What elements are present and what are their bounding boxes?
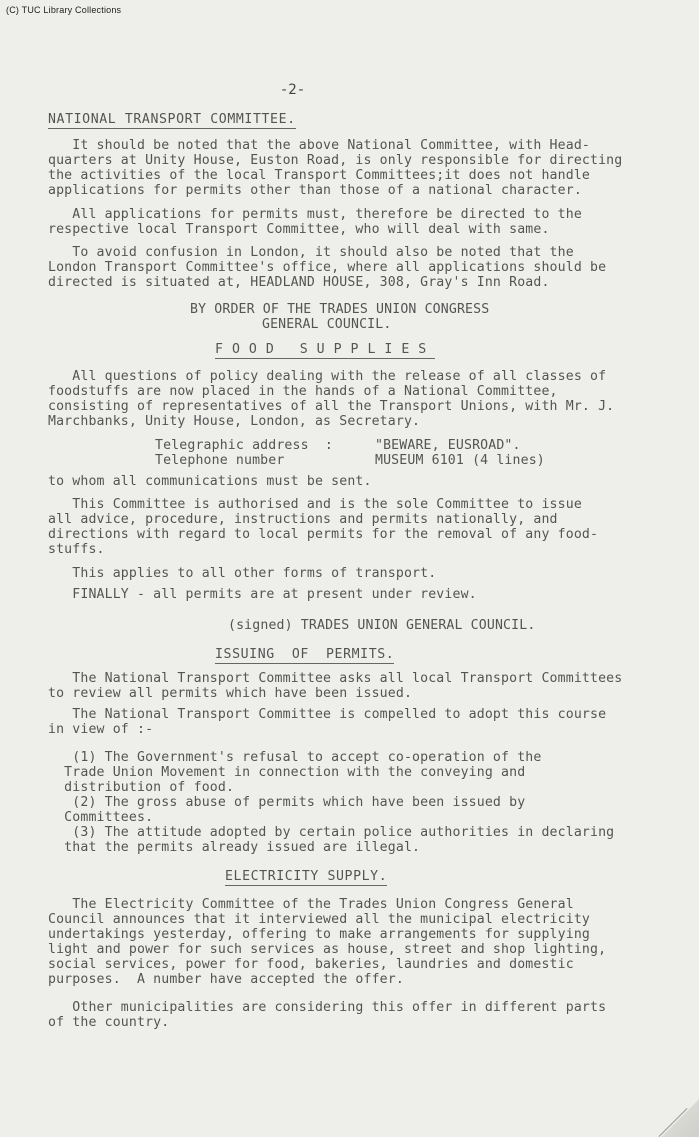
list-item-line: (3) The attitude adopted by certain police authorities in declaring [48, 825, 615, 840]
paragraph-line: The National Transport Committee asks all local Transport Committees [48, 671, 623, 686]
paragraph-line: directed is situated at, HEADLAND HOUSE, 308, Gray's Inn Road. [48, 275, 550, 290]
list-item-line: Trade Union Movement in connection with the conveying and [48, 765, 526, 780]
paragraph-line: the activities of the local Transport Committees;it does not handle [48, 168, 590, 183]
section-heading-national-transport: NATIONAL TRANSPORT COMMITTEE. [48, 112, 296, 127]
paragraph-line: London Transport Committee's office, where all applications should be [48, 260, 607, 275]
paragraph-line: This applies to all other forms of transport. [48, 566, 437, 581]
paragraph-line: Council announces that it interviewed all the municipal electricity [48, 912, 590, 927]
section-heading-electricity-supply: ELECTRICITY SUPPLY. [225, 869, 388, 884]
paragraph-line: The National Transport Committee is compelled to adopt this course [48, 707, 607, 722]
telegraphic-value: "BEWARE, EUSROAD". [375, 438, 521, 453]
paragraph-line: foodstuffs are now placed in the hands of a National Committee, [48, 384, 558, 399]
paragraph-line: All questions of policy dealing with the release of all classes of [48, 369, 607, 384]
telephone-label: Telephone number [155, 453, 285, 468]
paragraph-line: This Committee is authorised and is the sole Committee to issue [48, 497, 582, 512]
watermark: (C) TUC Library Collections [6, 5, 122, 15]
paragraph-line: all advice, procedure, instructions and permits nationally, and [48, 512, 558, 527]
list-item-line: Committees. [48, 810, 154, 825]
paragraph-line: directions with regard to local permits for the removal of any food- [48, 527, 599, 542]
signature-line: (signed) TRADES UNION GENERAL COUNCIL. [228, 618, 536, 633]
paragraph-line: of the country. [48, 1015, 170, 1030]
paragraph-line: All applications for permits must, therefore be directed to the [48, 207, 582, 222]
telephone-value: MUSEUM 6101 (4 lines) [375, 453, 545, 468]
paragraph-line: The Electricity Committee of the Trades Union Congress General [48, 897, 574, 912]
page-number: -2- [279, 82, 306, 98]
section-heading-issuing-permits: ISSUING OF PERMITS. [215, 647, 395, 662]
list-item-line: (1) The Government's refusal to accept co-operation of the [48, 750, 542, 765]
order-line: GENERAL COUNCIL. [262, 317, 392, 332]
paragraph-line: light and power for such services as house, street and shop lighting, [48, 942, 607, 957]
paragraph-line: in view of :- [48, 722, 154, 737]
paragraph-line: To avoid confusion in London, it should also be noted that the [48, 245, 574, 260]
list-item-line: distribution of food. [48, 780, 235, 795]
paragraph-line: undertakings yesterday, offering to make arrangements for supplying [48, 927, 590, 942]
paragraph-line: respective local Transport Committee, who will deal with same. [48, 222, 550, 237]
paragraph-line: It should be noted that the above National Committee, with Head- [48, 138, 590, 153]
section-heading-food-supplies: FOOD SUPPLIES [215, 342, 436, 357]
paragraph-line: social services, power for food, bakeries, laundries and domestic [48, 957, 574, 972]
paragraph-line: to review all permits which have been issued. [48, 686, 413, 701]
paragraph-line: applications for permits other than those of a national character. [48, 183, 582, 198]
paragraph-line: Marchbanks, Unity House, London, as Secretary. [48, 414, 421, 429]
paragraph-line: FINALLY - all permits are at present under review. [48, 587, 477, 602]
paragraph-line: Other municipalities are considering this offer in different parts [48, 1000, 607, 1015]
list-item-line: (2) The gross abuse of permits which have been issued by [48, 795, 526, 810]
order-line: BY ORDER OF THE TRADES UNION CONGRESS [190, 302, 490, 317]
paragraph-line: stuffs. [48, 542, 105, 557]
paragraph-line: purposes. A number have accepted the offer. [48, 972, 404, 987]
paragraph-line: quarters at Unity House, Euston Road, is only responsible for directing [48, 153, 623, 168]
list-item-line: that the permits already issued are illegal. [48, 840, 421, 855]
paragraph-line: consisting of representatives of all the Transport Unions, with Mr. J. [48, 399, 615, 414]
telegraphic-label: Telegraphic address : [155, 438, 333, 453]
paragraph-line: to whom all communications must be sent. [48, 474, 372, 489]
